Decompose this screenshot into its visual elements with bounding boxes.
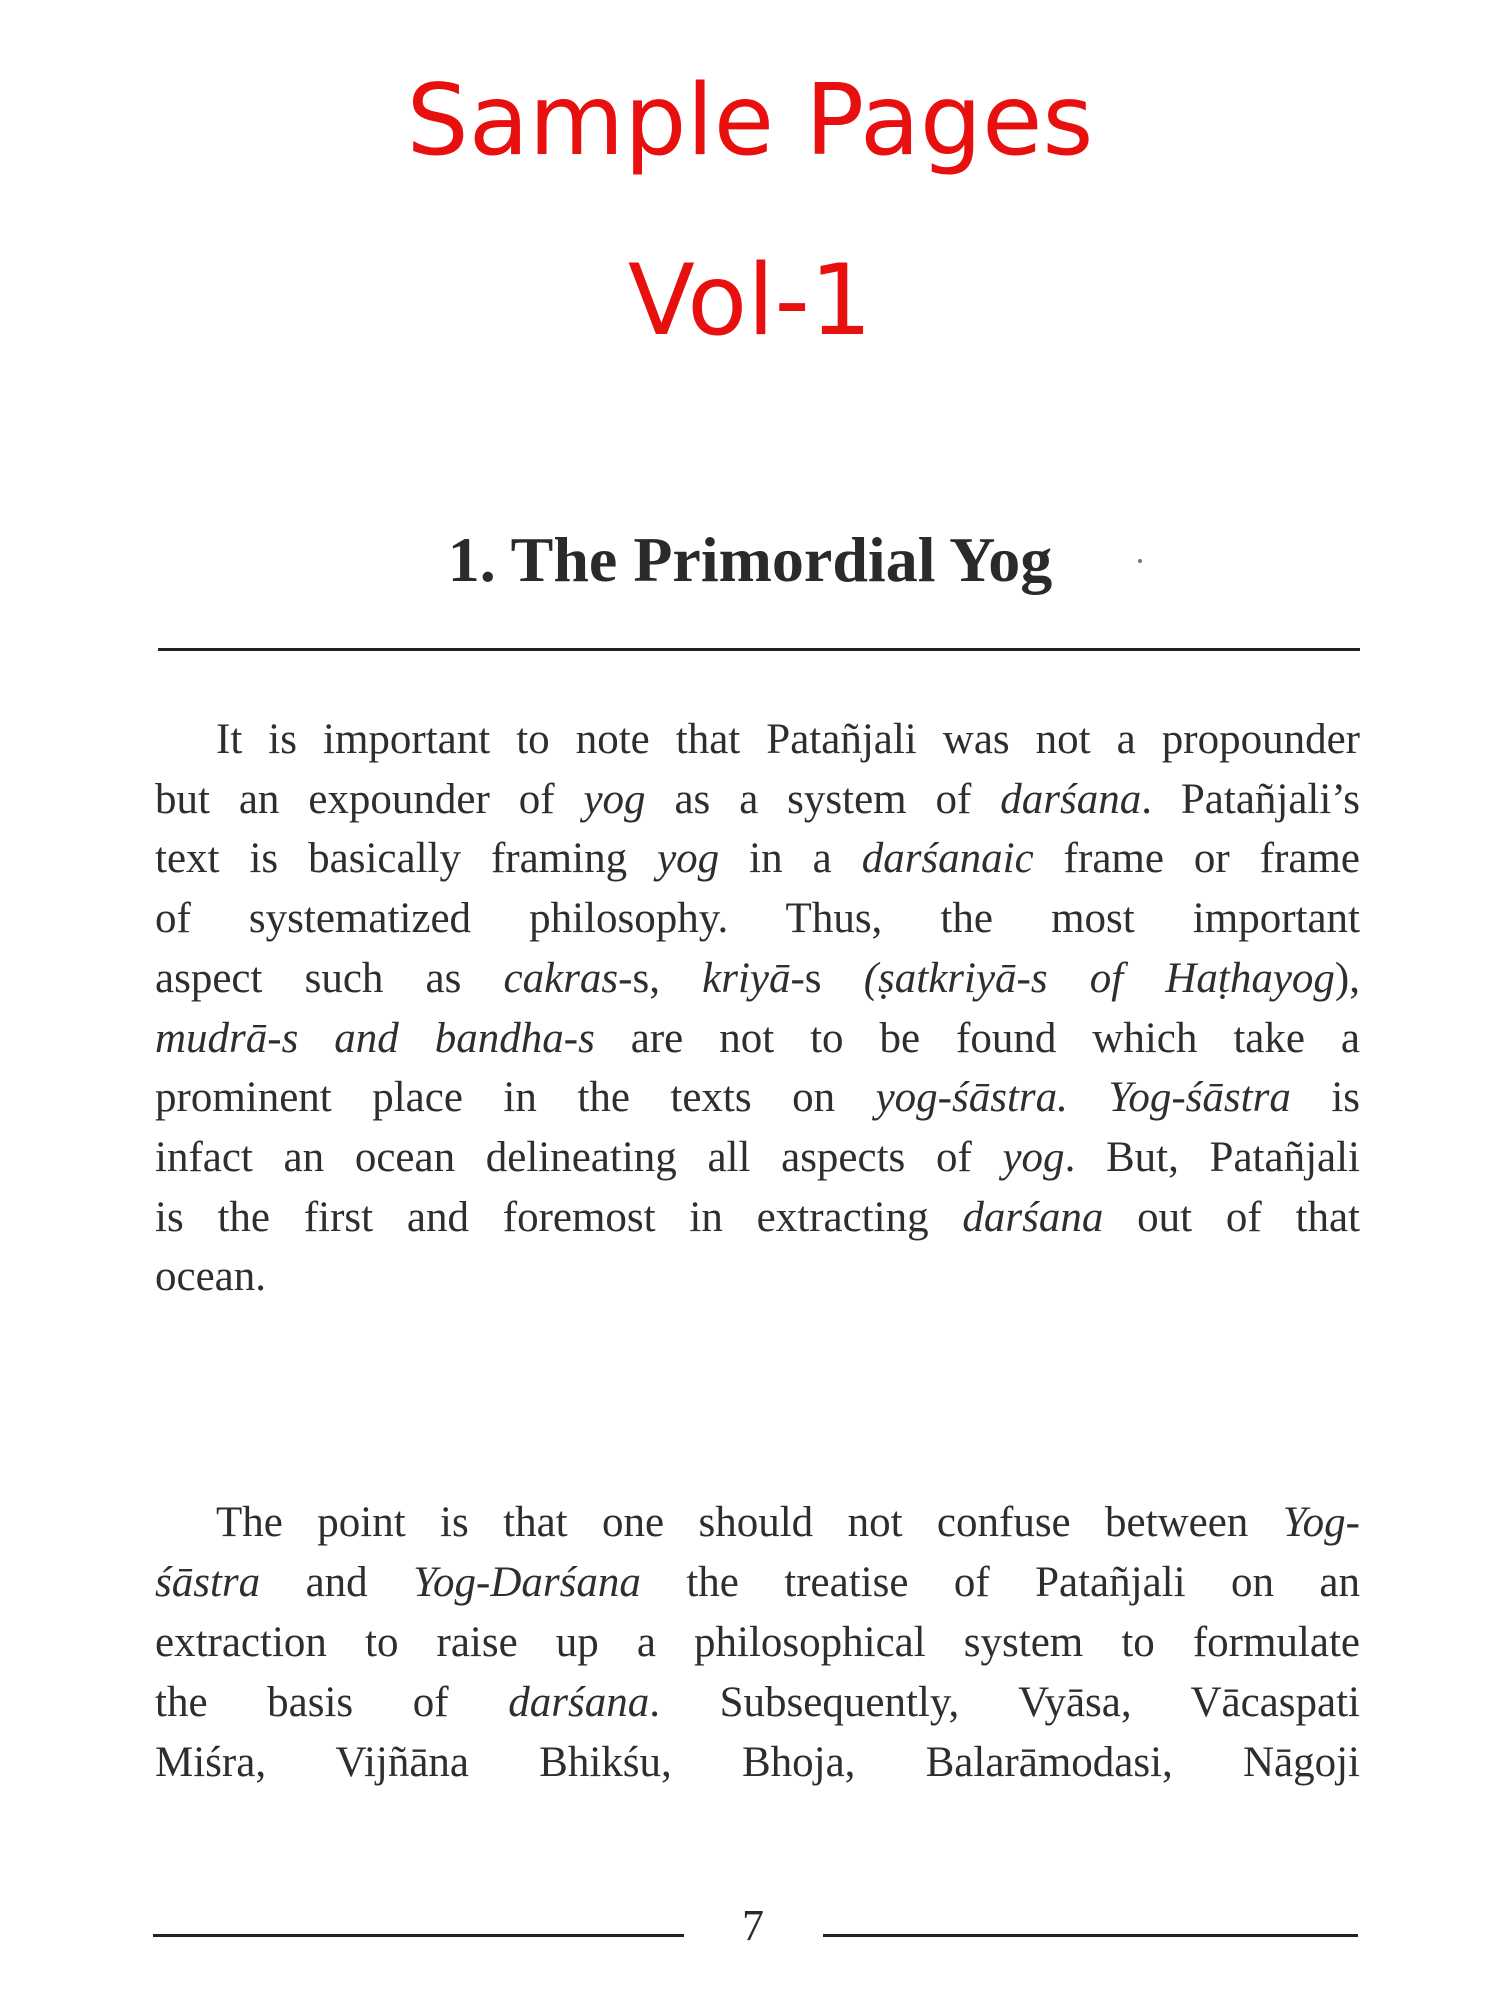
text-segment: Miśra, Vijñāna Bhikśu, Bhoja, Balarāmodasi, Nāgoji xyxy=(155,1739,1360,1786)
italic-term: darśanaic xyxy=(861,835,1034,883)
italic-term: cakras xyxy=(503,954,619,1002)
text-segment: It is important to note that Patañjali was not a propounder xyxy=(216,716,1360,763)
text-segment: -s, xyxy=(618,954,703,1002)
italic-term: Yog-Darśana xyxy=(413,1559,641,1606)
text-segment: . Patañjali’s xyxy=(1141,775,1361,823)
italic-term: (ṣatkriyā-s of Haṭhayog xyxy=(863,954,1335,1002)
text-segment: prominent place in the texts on xyxy=(155,1074,876,1122)
italic-term: darśana xyxy=(508,1679,650,1726)
text-segment: but an expounder of xyxy=(155,775,584,823)
italic-term: darśana xyxy=(1000,775,1142,823)
text-segment: text is basically framing xyxy=(155,835,658,883)
text-segment: ocean. xyxy=(155,1253,267,1301)
text-segment: extraction to raise up a philosophical system to formulate xyxy=(155,1619,1360,1666)
text-segment: the treatise of Patañjali on an xyxy=(640,1559,1360,1606)
text-segment: frame or frame xyxy=(1033,835,1360,883)
italic-term: Yog- xyxy=(1282,1499,1360,1546)
chapter-title: 1. The Primordial Yog xyxy=(447,524,1053,595)
page-number: 7 xyxy=(742,1901,764,1950)
italic-term: yog xyxy=(657,835,720,883)
text-segment: ), xyxy=(1334,954,1360,1002)
text-segment: . But, Patañjali xyxy=(1064,1133,1360,1181)
text-segment: aspect such as xyxy=(155,954,504,1002)
text-segment: -s xyxy=(790,954,864,1002)
volume-banner: Vol-1 xyxy=(627,244,873,358)
text-segment: are not to be found which take a xyxy=(594,1014,1360,1062)
text-segment: the basis of xyxy=(155,1679,509,1726)
text-segment: in a xyxy=(719,835,862,883)
italic-term: yog-śāstra. Yog-śāstra xyxy=(875,1074,1291,1122)
text-segment: is xyxy=(1290,1074,1360,1122)
text-segment: infact an ocean delineating all aspects of xyxy=(155,1133,1003,1181)
text-line xyxy=(155,1239,1360,1315)
footer-rule-right xyxy=(823,1934,1358,1937)
text-segment: of systematized philosophy. Thus, the most important xyxy=(155,895,1360,943)
italic-term: śāstra xyxy=(155,1559,261,1606)
sample-pages-banner: Sample Pages xyxy=(406,64,1094,178)
italic-term: yog xyxy=(583,775,646,823)
text-segment: out of that xyxy=(1103,1193,1361,1241)
text-segment: is the first and foremost in extracting xyxy=(155,1193,963,1241)
text-segment: and xyxy=(260,1559,414,1606)
italic-term: mudrā-s and bandha-s xyxy=(155,1014,595,1062)
italic-term: darśana xyxy=(962,1193,1104,1241)
italic-term: kriyā xyxy=(702,954,791,1002)
header-rule xyxy=(158,648,1360,651)
text-line xyxy=(155,1725,1360,1801)
title-dot-mark xyxy=(1138,559,1142,563)
italic-term: yog xyxy=(1002,1133,1065,1181)
text-segment: The point is that one should not confuse between xyxy=(216,1499,1283,1546)
text-segment: . Subsequently, Vyāsa, Vācaspati xyxy=(649,1679,1360,1726)
footer-rule-left xyxy=(153,1934,684,1937)
text-segment: as a system of xyxy=(645,775,1001,823)
